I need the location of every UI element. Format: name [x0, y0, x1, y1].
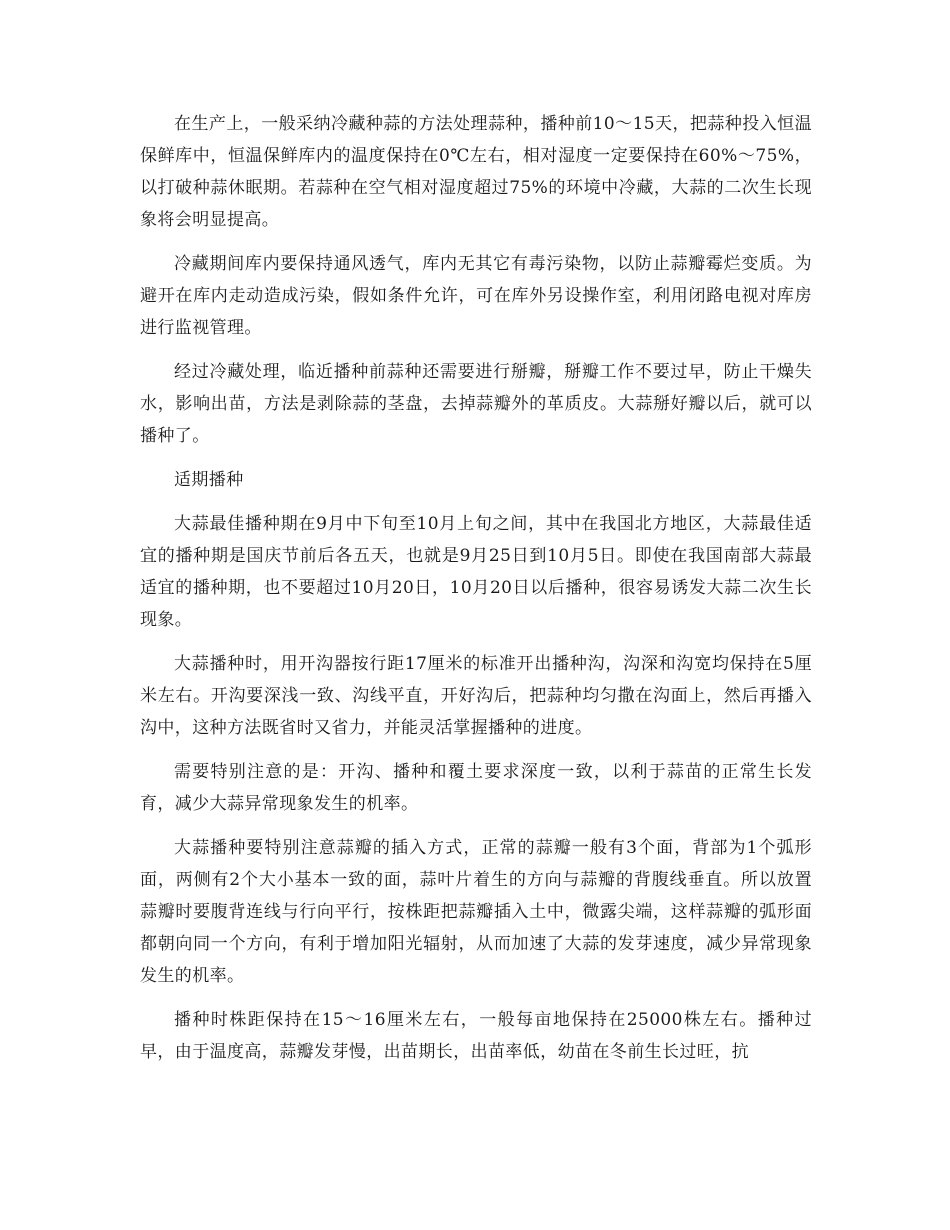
paragraph-furrow-opening: 大蒜播种时，用开沟器按行距17厘米的标准开出播种沟，沟深和沟宽均保持在5厘米左右。开沟要深浅一致、沟线平直，开好沟后，把蒜种均匀撒在沟面上，然后再播入沟中，这种方法既省时又省力，并能灵活掌握播种的进度。 [140, 654, 812, 738]
paragraph-cold-storage-method: 在生产上，一般采纳冷藏种蒜的方法处理蒜种，播种前10～15天，把蒜种投入恒温保鲜库中，恒温保鲜库内的温度保持在0℃左右，相对湿度一定要保持在60%～75%，以打破种蒜休眠期。若蒜种在空气相对湿度超过75%的环境中冷藏，大蒜的二次生长现象将会明显提高。 [140, 114, 812, 230]
section-heading-timely-sowing: 适期播种 [174, 470, 244, 490]
paragraph-depth-consistency: 需要特别注意的是：开沟、播种和覆土要求深度一致，以利于蒜苗的正常生长发育，减少大蒜异常现象发生的机率。 [140, 762, 812, 814]
paragraph-clove-splitting: 经过冷藏处理，临近播种前蒜种还需要进行掰瓣，掰瓣工作不要过早，防止干燥失水，影响出苗，方法是剥除蒜的茎盘，去掉蒜瓣外的革质皮。大蒜掰好瓣以后，就可以播种了。 [140, 362, 812, 446]
paragraph-sowing-period: 大蒜最佳播种期在9月中下旬至10月上旬之间，其中在我国北方地区，大蒜最佳适宜的播种期是国庆节前后各五天，也就是9月25日到10月5日。即使在我国南部大蒜最适宜的播种期，也不要超过10月20日，10月20日以后播种，很容易诱发大蒜二次生长现象。 [140, 514, 812, 630]
paragraph-plant-spacing: 播种时株距保持在15～16厘米左右，一般每亩地保持在25000株左右。播种过早，由于温度高，蒜瓣发芽慢，出苗期长，出苗率低，幼苗在冬前生长过旺，抗 [140, 1010, 812, 1062]
document-body [140, 108, 812, 1080]
paragraph-storage-ventilation: 冷藏期间库内要保持通风透气，库内无其它有毒污染物，以防止蒜瓣霉烂变质。为避开在库内走动造成污染，假如条件允许，可在库外另设操作室，利用闭路电视对库房进行监视管理。 [140, 254, 812, 338]
paragraph-clove-insertion: 大蒜播种要特别注意蒜瓣的插入方式，正常的蒜瓣一般有3个面，背部为1个弧形面，两侧有2个大小基本一致的面，蒜叶片着生的方向与蒜瓣的背腹线垂直。所以放置蒜瓣时要腹背连线与行向平行，按株距把蒜瓣插入土中，微露尖端，这样蒜瓣的弧形面都朝向同一个方向，有利于增加阳光辐射，从而加速了大蒜的发芽速度，减少异常现象发生的机率。 [140, 838, 812, 986]
